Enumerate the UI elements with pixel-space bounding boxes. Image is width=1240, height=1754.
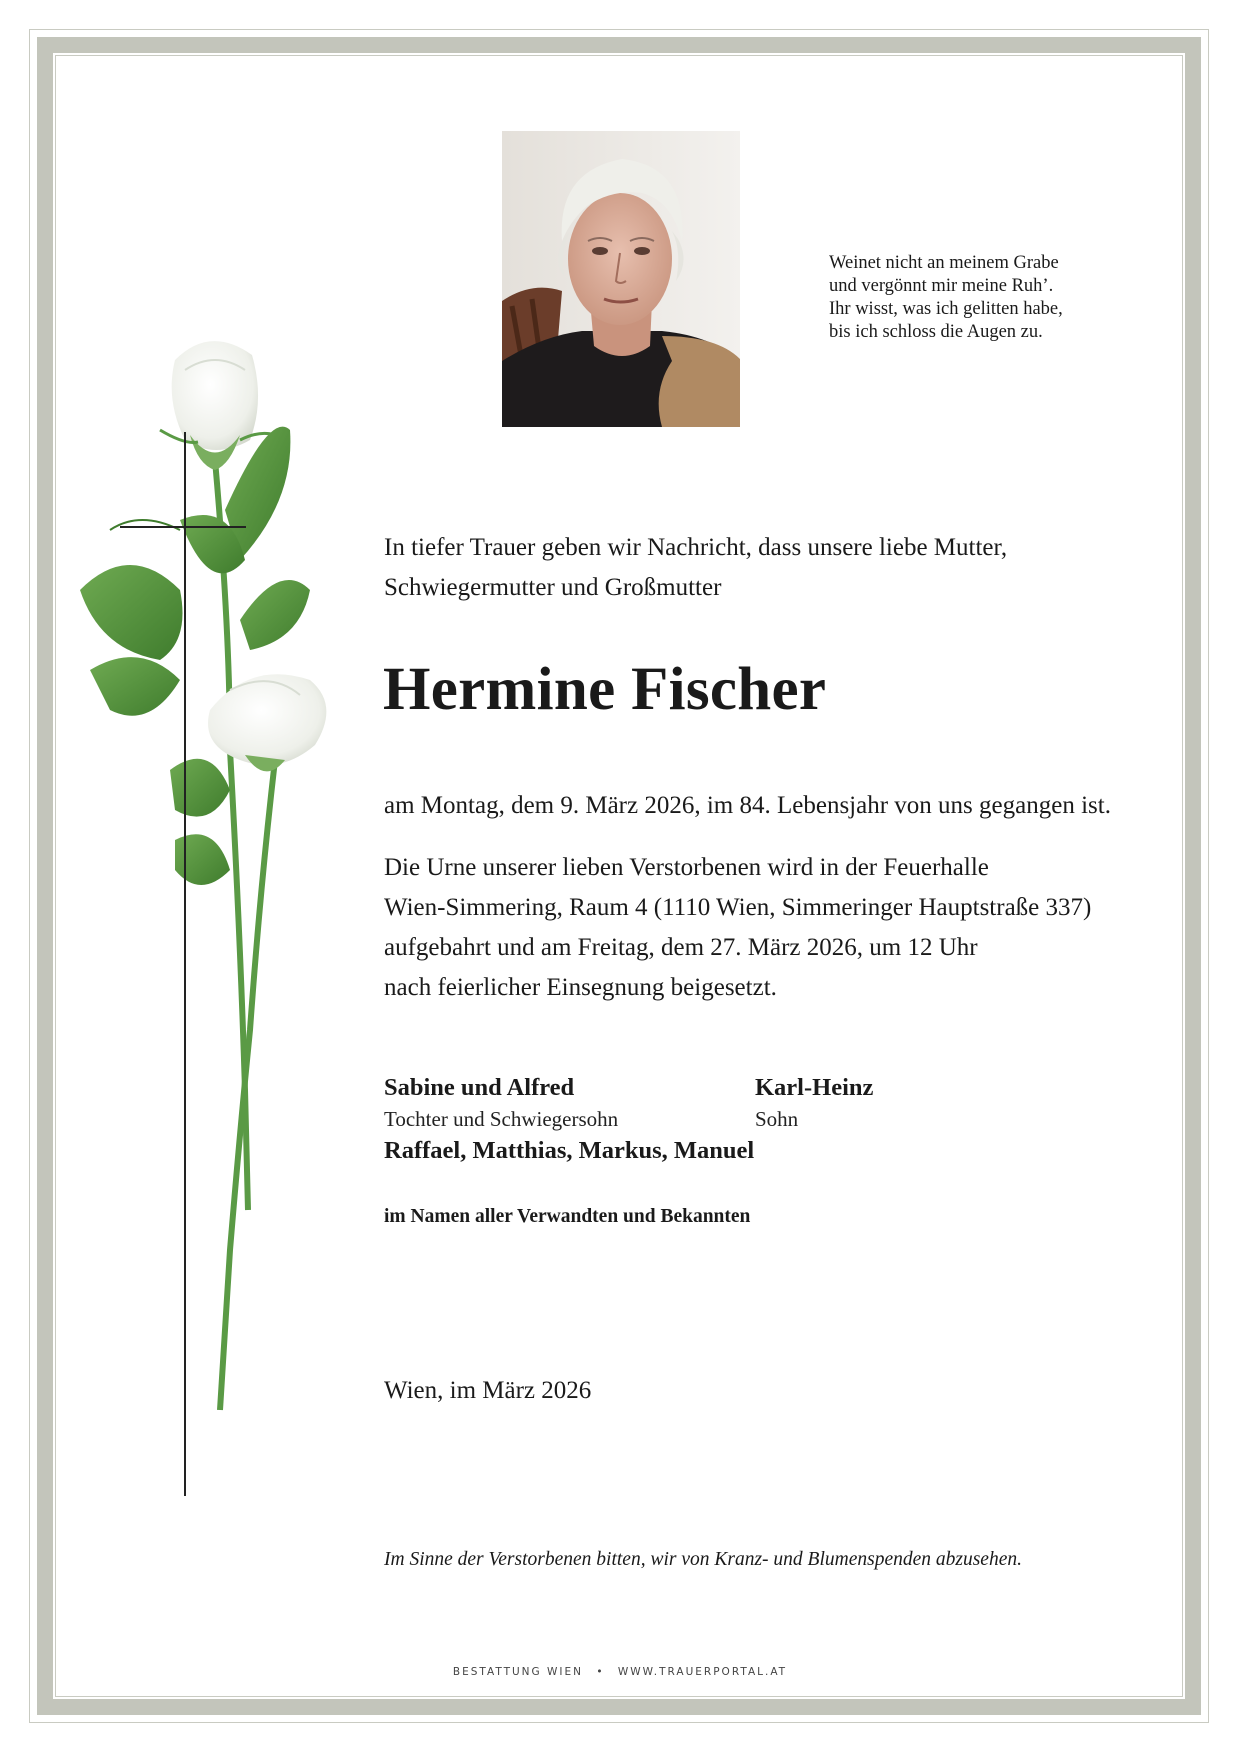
poem-line: und vergönnt mir meine Ruh’.: [829, 276, 1054, 296]
deceased-name: Hermine Fischer: [383, 656, 827, 723]
urn-line: Die Urne unserer lieben Verstorbenen wird in der Feuerhalle: [384, 854, 989, 881]
urn-line: nach feierlicher Einsegnung beigesetzt.: [384, 974, 777, 1001]
flower-donation-note: Im Sinne der Verstorbenen bitten, wir von Kranz- und Blumenspenden abzusehen.: [384, 1549, 1022, 1570]
portrait-photo: [502, 131, 740, 427]
death-notice-line: am Montag, dem 9. März 2026, im 84. Lebensjahr von uns gegangen ist.: [384, 792, 1111, 819]
footer-website-link[interactable]: WWW.TRAUERPORTAL.AT: [617, 1666, 788, 1678]
intro-line: In tiefer Trauer geben wir Nachricht, dass unsere liebe Mutter,: [384, 534, 1008, 561]
urn-line: Wien-Simmering, Raum 4 (1110 Wien, Simmeringer Hauptstraße 337): [384, 894, 1092, 921]
relative-name: Karl-Heinz: [755, 1074, 874, 1101]
memorial-poem: [829, 252, 1129, 344]
urn-line: aufgebahrt und am Freitag, dem 27. März 2026, um 12 Uhr: [384, 934, 978, 961]
relative-role: Tochter und Schwiegersohn: [384, 1107, 619, 1131]
relative-name: Sabine und Alfred: [384, 1074, 575, 1101]
intro-line: Schwiegermutter und Großmutter: [384, 574, 722, 601]
relative-role: Sohn: [755, 1107, 799, 1131]
urn-ceremony-details: [384, 848, 1091, 1008]
footer: [0, 1666, 1240, 1678]
on-behalf-line: im Namen aller Verwandten und Bekannten: [384, 1206, 751, 1227]
footer-brand: BESTATTUNG WIEN: [452, 1666, 583, 1678]
cross-vertical-line: [184, 432, 186, 1496]
footer-separator: •: [596, 1666, 605, 1678]
announcement-intro: [384, 528, 1144, 608]
cross-horizontal-line: [120, 526, 246, 528]
white-rose-illustration: [80, 330, 380, 1510]
poem-line: bis ich schloss die Augen zu.: [829, 322, 1043, 342]
poem-line: Ihr wisst, was ich gelitten habe,: [829, 299, 1063, 319]
grandchildren-names: Raffael, Matthias, Markus, Manuel: [384, 1137, 755, 1164]
poem-line: Weinet nicht an meinem Grabe: [829, 253, 1059, 273]
place-and-date: Wien, im März 2026: [384, 1377, 592, 1404]
